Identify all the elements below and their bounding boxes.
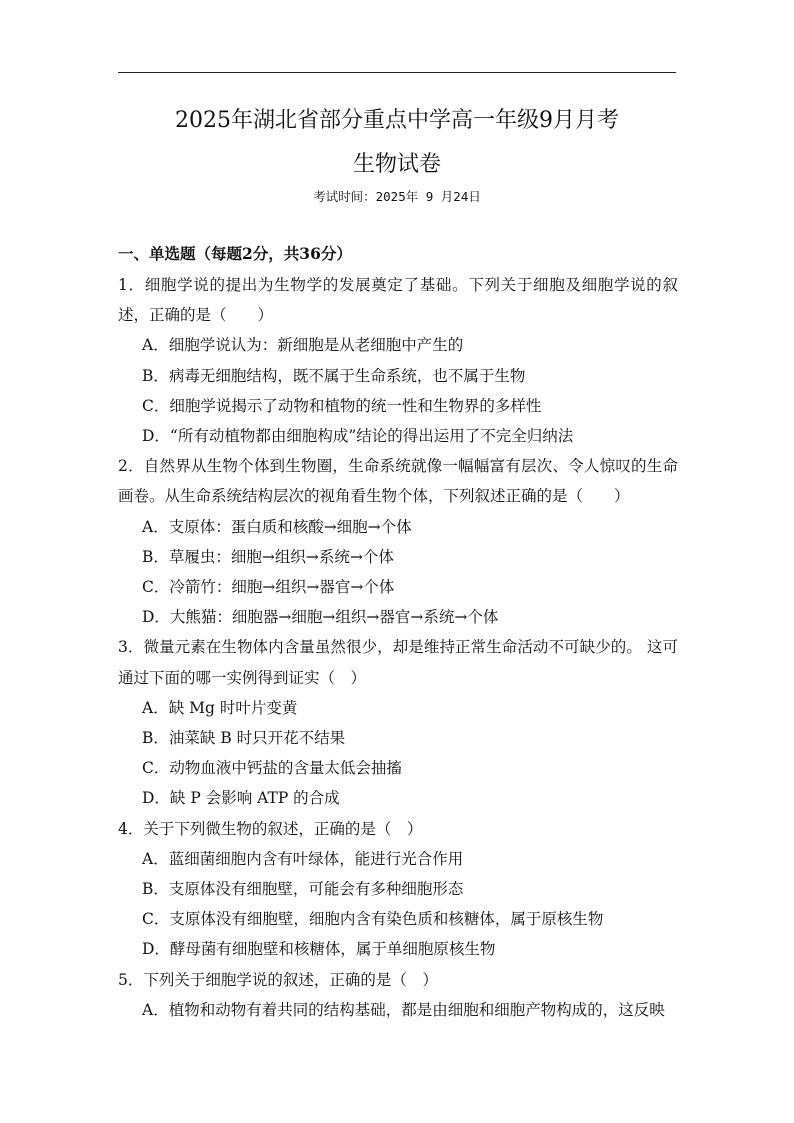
option-a: A．蓝细菌细胞内含有叶绿体，能进行光合作用 — [142, 849, 464, 868]
option-d: D．酵母菌有细胞壁和核糖体，属于单细胞原核生物 — [142, 940, 496, 959]
option-d: D．大熊猫：细胞器→细胞→组织→器官→系统→个体 — [142, 608, 499, 627]
option-d: D．缺 P 会影响 ATP 的合成 — [142, 789, 340, 808]
option-d: D．“所有动植物都由细胞构成”结论的得出运用了不完全归纳法 — [142, 427, 574, 446]
page-title: 2025年湖北省部分重点中学高一年级9月月考 — [175, 108, 619, 133]
option-a: A．缺 Mg 时叶片变黄 — [142, 698, 298, 717]
option-a: A．细胞学说认为：新细胞是从老细胞中产生的 — [142, 336, 464, 355]
option-c: C．动物血液中钙盐的含量太低会抽搐 — [142, 759, 402, 778]
question-stem: 5．下列关于细胞学说的叙述，正确的是（ ） — [118, 970, 438, 989]
question-stem: 2．自然界从生物个体到生物圈，生命系统就像一幅幅富有层次、令人惊叹的生命画卷。从生命系统结构层次的视角看生物个体，下列叙述正确的是（ ） — [118, 457, 678, 506]
option-b: B．油菜缺 B 时只开花不结果 — [142, 729, 346, 748]
option-c: C．细胞学说揭示了动物和植物的统一性和生物界的多样性 — [142, 396, 542, 415]
option-b: B．草履虫：细胞→组织→系统→个体 — [142, 547, 394, 566]
question-list — [118, 270, 678, 1025]
question-2 — [118, 451, 678, 632]
option-b: B．病毒无细胞结构，既不属于生命系统，也不属于生物 — [142, 366, 526, 385]
question-5 — [118, 965, 678, 1025]
question-stem: 1．细胞学说的提出为生物学的发展奠定了基础。下列关于细胞及细胞学说的叙述，正确的是（ ） — [118, 276, 678, 325]
option-b: B．支原体没有细胞壁，可能会有多种细胞形态 — [142, 880, 464, 899]
option-c: C．冷箭竹：细胞→组织→器官→个体 — [142, 578, 395, 597]
option-a: A．植物和动物有着共同的结构基础，都是由细胞和细胞产物构成的，这反映 — [142, 1000, 665, 1019]
section-heading: 一、单选题（每题2分，共36分） — [118, 244, 352, 263]
question-3 — [118, 632, 678, 813]
option-c: C．支原体没有细胞壁，细胞内含有染色质和核糖体，属于原核生物 — [142, 910, 604, 929]
exam-time: 考试时间：2025年 9 月24日 — [313, 189, 481, 204]
question-4 — [118, 814, 678, 965]
page-subtitle: 生物试卷 — [352, 152, 441, 177]
question-stem: 4．关于下列微生物的叙述，正确的是（ ） — [118, 819, 423, 838]
question-1 — [118, 270, 678, 451]
header-rule — [118, 72, 676, 73]
option-a: A．支原体：蛋白质和核酸→细胞→个体 — [142, 517, 412, 536]
question-stem: 3．微量元素在生物体内含量虽然很少，却是维持正常生命活动不可缺少的。 这可通过下面的哪一实例得到证实（ ） — [118, 638, 678, 687]
